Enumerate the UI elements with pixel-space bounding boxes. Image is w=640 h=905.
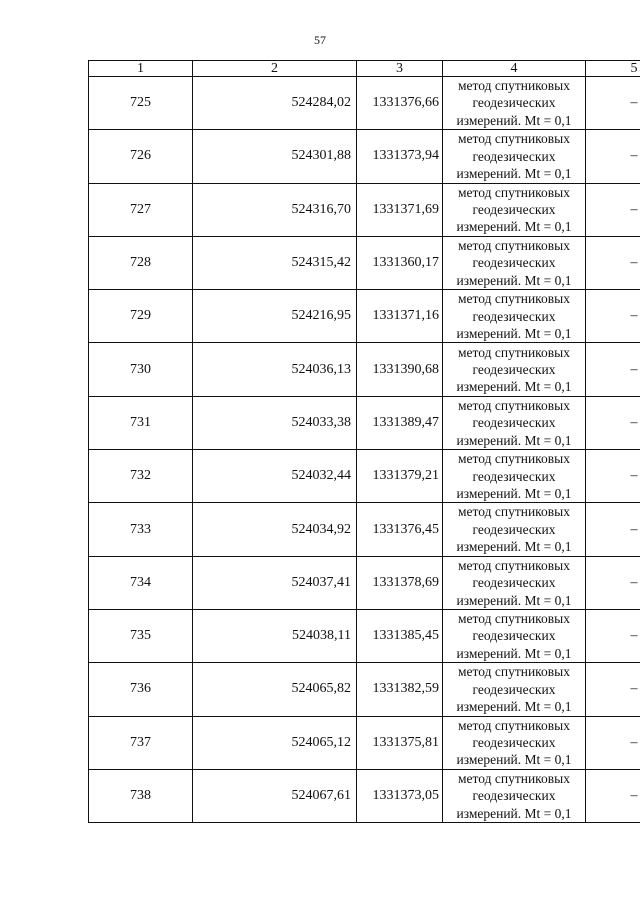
y-coordinate-cell: 1331379,21 (357, 450, 443, 503)
table-row (89, 503, 640, 556)
method-line-2: геодезических (472, 468, 556, 484)
method-cell (443, 290, 586, 343)
method-cell (443, 716, 586, 769)
point-number-cell: 738 (89, 769, 193, 822)
method-line-2: геодезических (472, 628, 556, 644)
table-row (89, 130, 640, 183)
note-cell: – (586, 663, 640, 716)
note-cell: – (586, 343, 640, 396)
note-cell: – (586, 396, 640, 449)
x-coordinate-cell: 524065,82 (193, 663, 357, 716)
x-coordinate-cell: 524216,95 (193, 290, 357, 343)
note-cell: – (586, 77, 640, 130)
table-row (89, 396, 640, 449)
method-line-2: геодезических (472, 681, 556, 697)
header-col-3: 3 (357, 61, 443, 77)
table-row (89, 77, 640, 130)
y-coordinate-cell: 1331390,68 (357, 343, 443, 396)
table-row (89, 609, 640, 662)
method-line-3: измерений. Mt = 0,1 (456, 805, 572, 821)
method-line-2: геодезических (472, 255, 556, 271)
note-cell: – (586, 556, 640, 609)
method-line-2: геодезических (472, 788, 556, 804)
method-line-1: метод спутниковых (458, 557, 570, 573)
method-cell (443, 450, 586, 503)
y-coordinate-cell: 1331360,17 (357, 236, 443, 289)
method-cell (443, 396, 586, 449)
note-cell: – (586, 130, 640, 183)
table-row (89, 556, 640, 609)
method-line-2: геодезических (472, 361, 556, 377)
method-line-2: геодезических (472, 148, 556, 164)
method-cell (443, 236, 586, 289)
x-coordinate-cell: 524316,70 (193, 183, 357, 236)
method-line-2: геодезических (472, 575, 556, 591)
method-line-1: метод спутниковых (458, 344, 570, 360)
method-line-2: геодезических (472, 415, 556, 431)
method-line-1: метод спутниковых (458, 611, 570, 626)
y-coordinate-cell: 1331371,16 (357, 290, 443, 343)
y-coordinate-cell: 1331373,94 (357, 130, 443, 183)
method-line-3: измерений. Mt = 0,1 (456, 219, 572, 235)
point-number-cell: 730 (89, 343, 193, 396)
method-cell (443, 663, 586, 716)
header-row (89, 61, 640, 77)
coordinates-table (88, 60, 640, 823)
table-header (89, 61, 640, 77)
note-cell: – (586, 290, 640, 343)
y-coordinate-cell: 1331371,69 (357, 183, 443, 236)
x-coordinate-cell: 524067,61 (193, 769, 357, 822)
method-line-1: метод спутниковых (458, 131, 570, 147)
header-col-1: 1 (89, 61, 193, 77)
method-line-1: метод спутниковых (458, 184, 570, 200)
point-number-cell: 733 (89, 503, 193, 556)
method-line-1: метод спутниковых (458, 717, 570, 733)
header-col-4: 4 (443, 61, 586, 77)
table-row (89, 450, 640, 503)
method-line-3: измерений. Mt = 0,1 (456, 645, 572, 661)
method-cell (443, 183, 586, 236)
y-coordinate-cell: 1331385,45 (357, 609, 443, 662)
note-cell: – (586, 716, 640, 769)
method-cell (443, 77, 586, 130)
x-coordinate-cell: 524037,41 (193, 556, 357, 609)
method-cell (443, 343, 586, 396)
method-line-1: метод спутниковых (458, 78, 570, 94)
x-coordinate-cell: 524315,42 (193, 236, 357, 289)
x-coordinate-cell: 524284,02 (193, 77, 357, 130)
header-col-5: 5 (586, 61, 640, 77)
x-coordinate-cell: 524032,44 (193, 450, 357, 503)
method-line-3: измерений. Mt = 0,1 (456, 379, 572, 395)
method-line-3: измерений. Mt = 0,1 (456, 112, 572, 128)
point-number-cell: 734 (89, 556, 193, 609)
point-number-cell: 725 (89, 77, 193, 130)
method-line-3: измерений. Mt = 0,1 (456, 166, 572, 182)
y-coordinate-cell: 1331389,47 (357, 396, 443, 449)
method-cell (443, 769, 586, 822)
y-coordinate-cell: 1331376,66 (357, 77, 443, 130)
method-line-3: измерений. Mt = 0,1 (456, 752, 572, 768)
x-coordinate-cell: 524301,88 (193, 130, 357, 183)
table-row (89, 769, 640, 822)
method-line-3: измерений. Mt = 0,1 (456, 432, 572, 448)
method-cell (443, 609, 586, 662)
x-coordinate-cell: 524036,13 (193, 343, 357, 396)
note-cell: – (586, 183, 640, 236)
x-coordinate-cell: 524038,11 (193, 609, 357, 662)
point-number-cell: 731 (89, 396, 193, 449)
point-number-cell: 729 (89, 290, 193, 343)
method-line-1: метод спутниковых (458, 291, 570, 307)
table-row (89, 343, 640, 396)
note-cell: – (586, 236, 640, 289)
method-line-3: измерений. Mt = 0,1 (456, 699, 572, 715)
method-line-1: метод спутниковых (458, 237, 570, 253)
point-number-cell: 727 (89, 183, 193, 236)
y-coordinate-cell: 1331375,81 (357, 716, 443, 769)
method-line-2: геодезических (472, 95, 556, 111)
header-col-2: 2 (193, 61, 357, 77)
table-row (89, 236, 640, 289)
method-cell (443, 503, 586, 556)
y-coordinate-cell: 1331376,45 (357, 503, 443, 556)
method-cell (443, 130, 586, 183)
method-line-3: измерений. Mt = 0,1 (456, 592, 572, 608)
method-line-2: геодезических (472, 521, 556, 537)
method-line-2: геодезических (472, 202, 556, 218)
page-number: 57 (314, 33, 326, 47)
method-line-3: измерений. Mt = 0,1 (456, 485, 572, 501)
method-cell (443, 556, 586, 609)
method-line-1: метод спутниковых (458, 451, 570, 467)
x-coordinate-cell: 524033,38 (193, 396, 357, 449)
note-cell: – (586, 450, 640, 503)
method-line-1: метод спутниковых (458, 504, 570, 520)
table-body (89, 77, 640, 823)
table-row (89, 183, 640, 236)
method-line-2: геодезических (472, 735, 556, 750)
method-line-1: метод спутниковых (458, 664, 570, 680)
point-number-cell: 735 (89, 609, 193, 662)
method-line-1: метод спутниковых (458, 397, 570, 413)
note-cell: – (586, 769, 640, 822)
method-line-3: измерений. Mt = 0,1 (456, 272, 572, 288)
table-row (89, 663, 640, 716)
note-cell: – (586, 609, 640, 662)
method-line-2: геодезических (472, 308, 556, 324)
table-row (89, 716, 640, 769)
y-coordinate-cell: 1331378,69 (357, 556, 443, 609)
point-number-cell: 736 (89, 663, 193, 716)
point-number-cell: 728 (89, 236, 193, 289)
point-number-cell: 732 (89, 450, 193, 503)
table-row (89, 290, 640, 343)
y-coordinate-cell: 1331382,59 (357, 663, 443, 716)
x-coordinate-cell: 524065,12 (193, 716, 357, 769)
method-line-3: измерений. Mt = 0,1 (456, 326, 572, 342)
method-line-1: метод спутниковых (458, 770, 570, 786)
method-line-3: измерений. Mt = 0,1 (456, 539, 572, 555)
x-coordinate-cell: 524034,92 (193, 503, 357, 556)
y-coordinate-cell: 1331373,05 (357, 769, 443, 822)
note-cell: – (586, 503, 640, 556)
point-number-cell: 737 (89, 716, 193, 769)
point-number-cell: 726 (89, 130, 193, 183)
